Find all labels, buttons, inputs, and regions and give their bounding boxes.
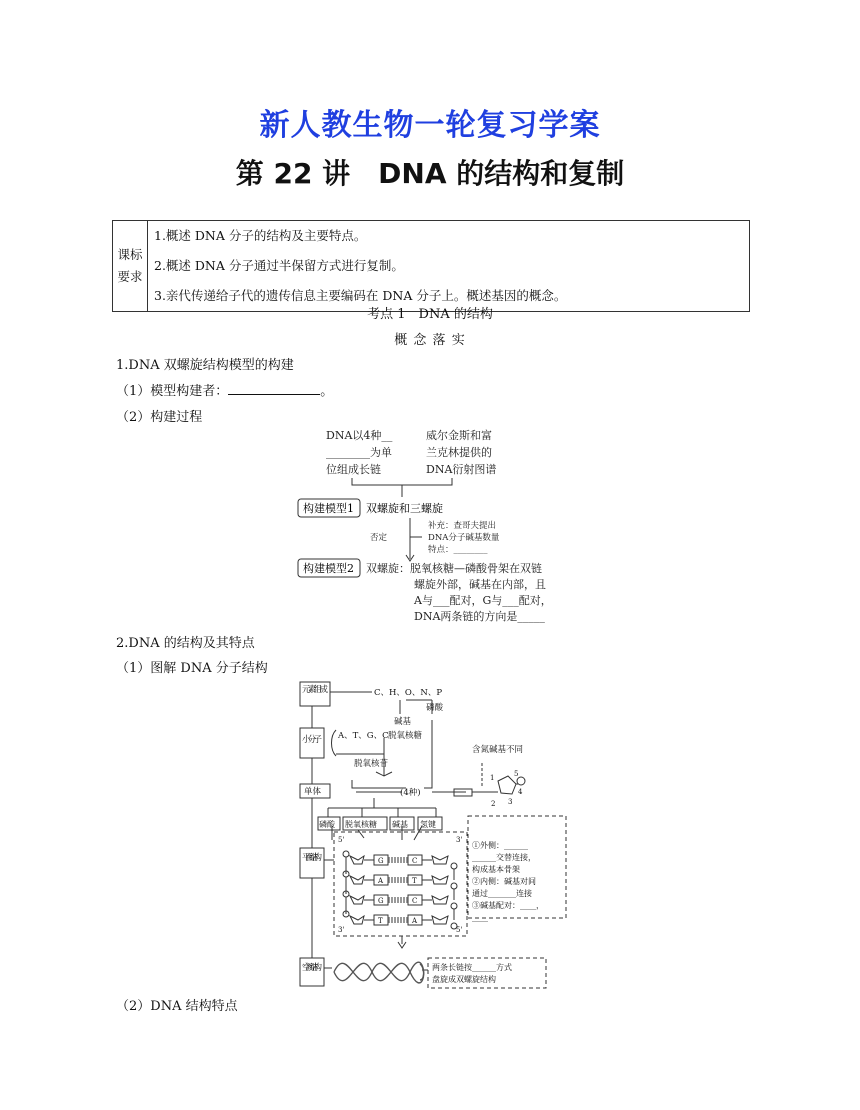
q1-line	[116, 380, 333, 399]
base-letter: C	[412, 857, 418, 865]
prime-label: 3'	[338, 926, 345, 934]
nucleotide-phosphate	[517, 777, 525, 785]
hydrogen-bond	[388, 918, 408, 922]
m2-l4: DNA两条链的方向是_____	[414, 610, 545, 623]
base-letter: A	[412, 917, 418, 925]
model2-label: 构建模型2	[303, 562, 354, 575]
q1-suffix: 。	[320, 384, 334, 399]
part1-heading: 1.DNA 双螺旋结构模型的构建	[116, 358, 294, 373]
part2-q2: （2）DNA 结构特点	[116, 999, 238, 1014]
standards-label	[113, 221, 148, 312]
m2-l2: 螺旋外部，碱基在内部，且	[414, 578, 546, 591]
sugar-pentagon	[350, 916, 364, 924]
flow-right-l1: 威尔金斯和富	[426, 429, 492, 442]
concept-heading: 概 念 落 实	[394, 333, 466, 348]
ring-num: 5	[514, 770, 519, 778]
base-letter: T	[412, 877, 417, 885]
note2-l2: 通过_______连接	[472, 889, 532, 898]
double-helix	[334, 962, 424, 983]
helix-l2: 盘旋成双螺旋结构	[432, 975, 496, 984]
sugar-pentagon	[350, 876, 364, 884]
hydrogen-bond	[388, 898, 408, 902]
small-box-label: 小分子	[302, 735, 322, 745]
sugar-pentagon	[432, 856, 448, 864]
series-title: 新人教生物一轮复习学案	[259, 108, 601, 143]
negate-label: 否定	[370, 533, 388, 543]
label-line: 要求	[117, 269, 143, 284]
base-label: 碱基	[394, 717, 412, 727]
standard-item: 1.概述 DNA 分子的结构及主要特点。	[148, 221, 750, 252]
nitrogen-diff-label: 含氮碱基不同	[472, 745, 524, 755]
hydrogen-bond	[388, 858, 408, 862]
model1-label: 构建模型1	[303, 502, 354, 515]
helix-l1: 两条长链按______方式	[432, 963, 512, 972]
nucleotide-sugar-ring	[498, 776, 516, 794]
flow-left-l3: 位组成长链	[326, 463, 381, 476]
flow-right-l3: DNA衍射图谱	[426, 463, 497, 476]
note2-l1: ②内侧：碱基对间	[472, 877, 536, 886]
monomer-box-label: 单体	[304, 787, 322, 797]
q2-line: （2）构建过程	[116, 410, 203, 425]
supp-l1: 补充：查哥夫提出	[428, 521, 497, 531]
sugar-label: 脱氧核糖	[388, 731, 423, 741]
model1-text: 双螺旋和三螺旋	[366, 502, 443, 515]
phosphate-label: 磷酸	[426, 703, 444, 713]
elements-box-label: 元素组成	[302, 685, 328, 695]
four-kinds-label: (4种)	[400, 788, 421, 798]
sugar-pentagon	[432, 876, 448, 884]
dna-structure-diagram	[296, 680, 576, 990]
supp-l2: DNA分子碱基数量	[428, 533, 500, 543]
label-line: 课标	[117, 247, 143, 262]
prime-label: 5'	[456, 926, 463, 934]
ring-num: 4	[518, 788, 523, 796]
phosphate-node	[343, 851, 349, 857]
phosphate-node	[451, 883, 457, 889]
base-kinds-label: A、T、G、C	[338, 731, 389, 741]
part2-q1: （1）图解 DNA 分子结构	[116, 661, 268, 676]
standards-table	[112, 220, 750, 312]
plane-box-label: 平面结构	[302, 853, 322, 863]
base-letter: G	[378, 897, 384, 905]
space-box-label: 空间结构	[302, 963, 322, 973]
flow-left-l2: ________为单	[326, 446, 392, 459]
base-letter: A	[378, 877, 384, 885]
comp-phos-label: 磷酸	[319, 820, 335, 829]
flow-left-l1: DNA以4种__	[326, 429, 393, 442]
base-letter: G	[378, 857, 384, 865]
elements-label: C、H、O、N、P	[374, 688, 443, 698]
kaodian-heading: 考点 1 DNA 的结构	[367, 307, 493, 322]
answer-blank[interactable]	[228, 382, 320, 395]
sugar-pentagon	[350, 896, 364, 904]
note1-l1: ①外侧：______	[472, 841, 528, 850]
base-letter: C	[412, 897, 418, 905]
comp-hbond-label: 氢键	[420, 820, 436, 829]
note3-l2: ____	[472, 913, 488, 922]
ring-num: 3	[508, 798, 513, 806]
ring-num: 2	[491, 800, 496, 808]
sugar-pentagon	[432, 896, 448, 904]
standard-item: 3.亲代传递给子代的遗传信息主要编码在 DNA 分子上。概述基因的概念。	[148, 281, 750, 312]
phosphate-node	[451, 863, 457, 869]
comp-base-label: 碱基	[392, 820, 408, 829]
ring-num: 1	[490, 774, 495, 782]
lecture-title: 第 22 讲 DNA 的结构和复制	[235, 157, 625, 190]
note1-l2: ______交替连接，	[472, 853, 536, 862]
q1-prefix: （1）模型构建者：	[116, 384, 229, 399]
flow-right-l2: 兰克林提供的	[426, 446, 492, 459]
phosphate-node	[451, 903, 457, 909]
sugar-pentagon	[432, 916, 448, 924]
hydrogen-bond	[388, 878, 408, 882]
note1-l3: 构成基本骨架	[472, 865, 520, 874]
prime-label: 3'	[456, 836, 463, 844]
standard-item: 2.概述 DNA 分子通过半保留方式进行复制。	[148, 251, 750, 281]
part2-heading: 2.DNA 的结构及其特点	[116, 636, 255, 651]
m2-l1: 双螺旋：脱氧核糖—磷酸骨架在双链	[366, 562, 542, 575]
prime-label: 5'	[338, 836, 345, 844]
nucleoside-label: 脱氧核苷	[354, 759, 389, 769]
base-letter: T	[378, 917, 383, 925]
note3-l1: ③碱基配对：____，	[472, 901, 544, 910]
comp-sugar-label: 脱氧核糖	[345, 820, 377, 829]
model-construction-diagram	[290, 425, 580, 630]
supp-l3: 特点：________	[428, 545, 488, 555]
sugar-pentagon	[350, 856, 364, 864]
m2-l3: A与___配对，G与___配对，	[414, 594, 552, 607]
